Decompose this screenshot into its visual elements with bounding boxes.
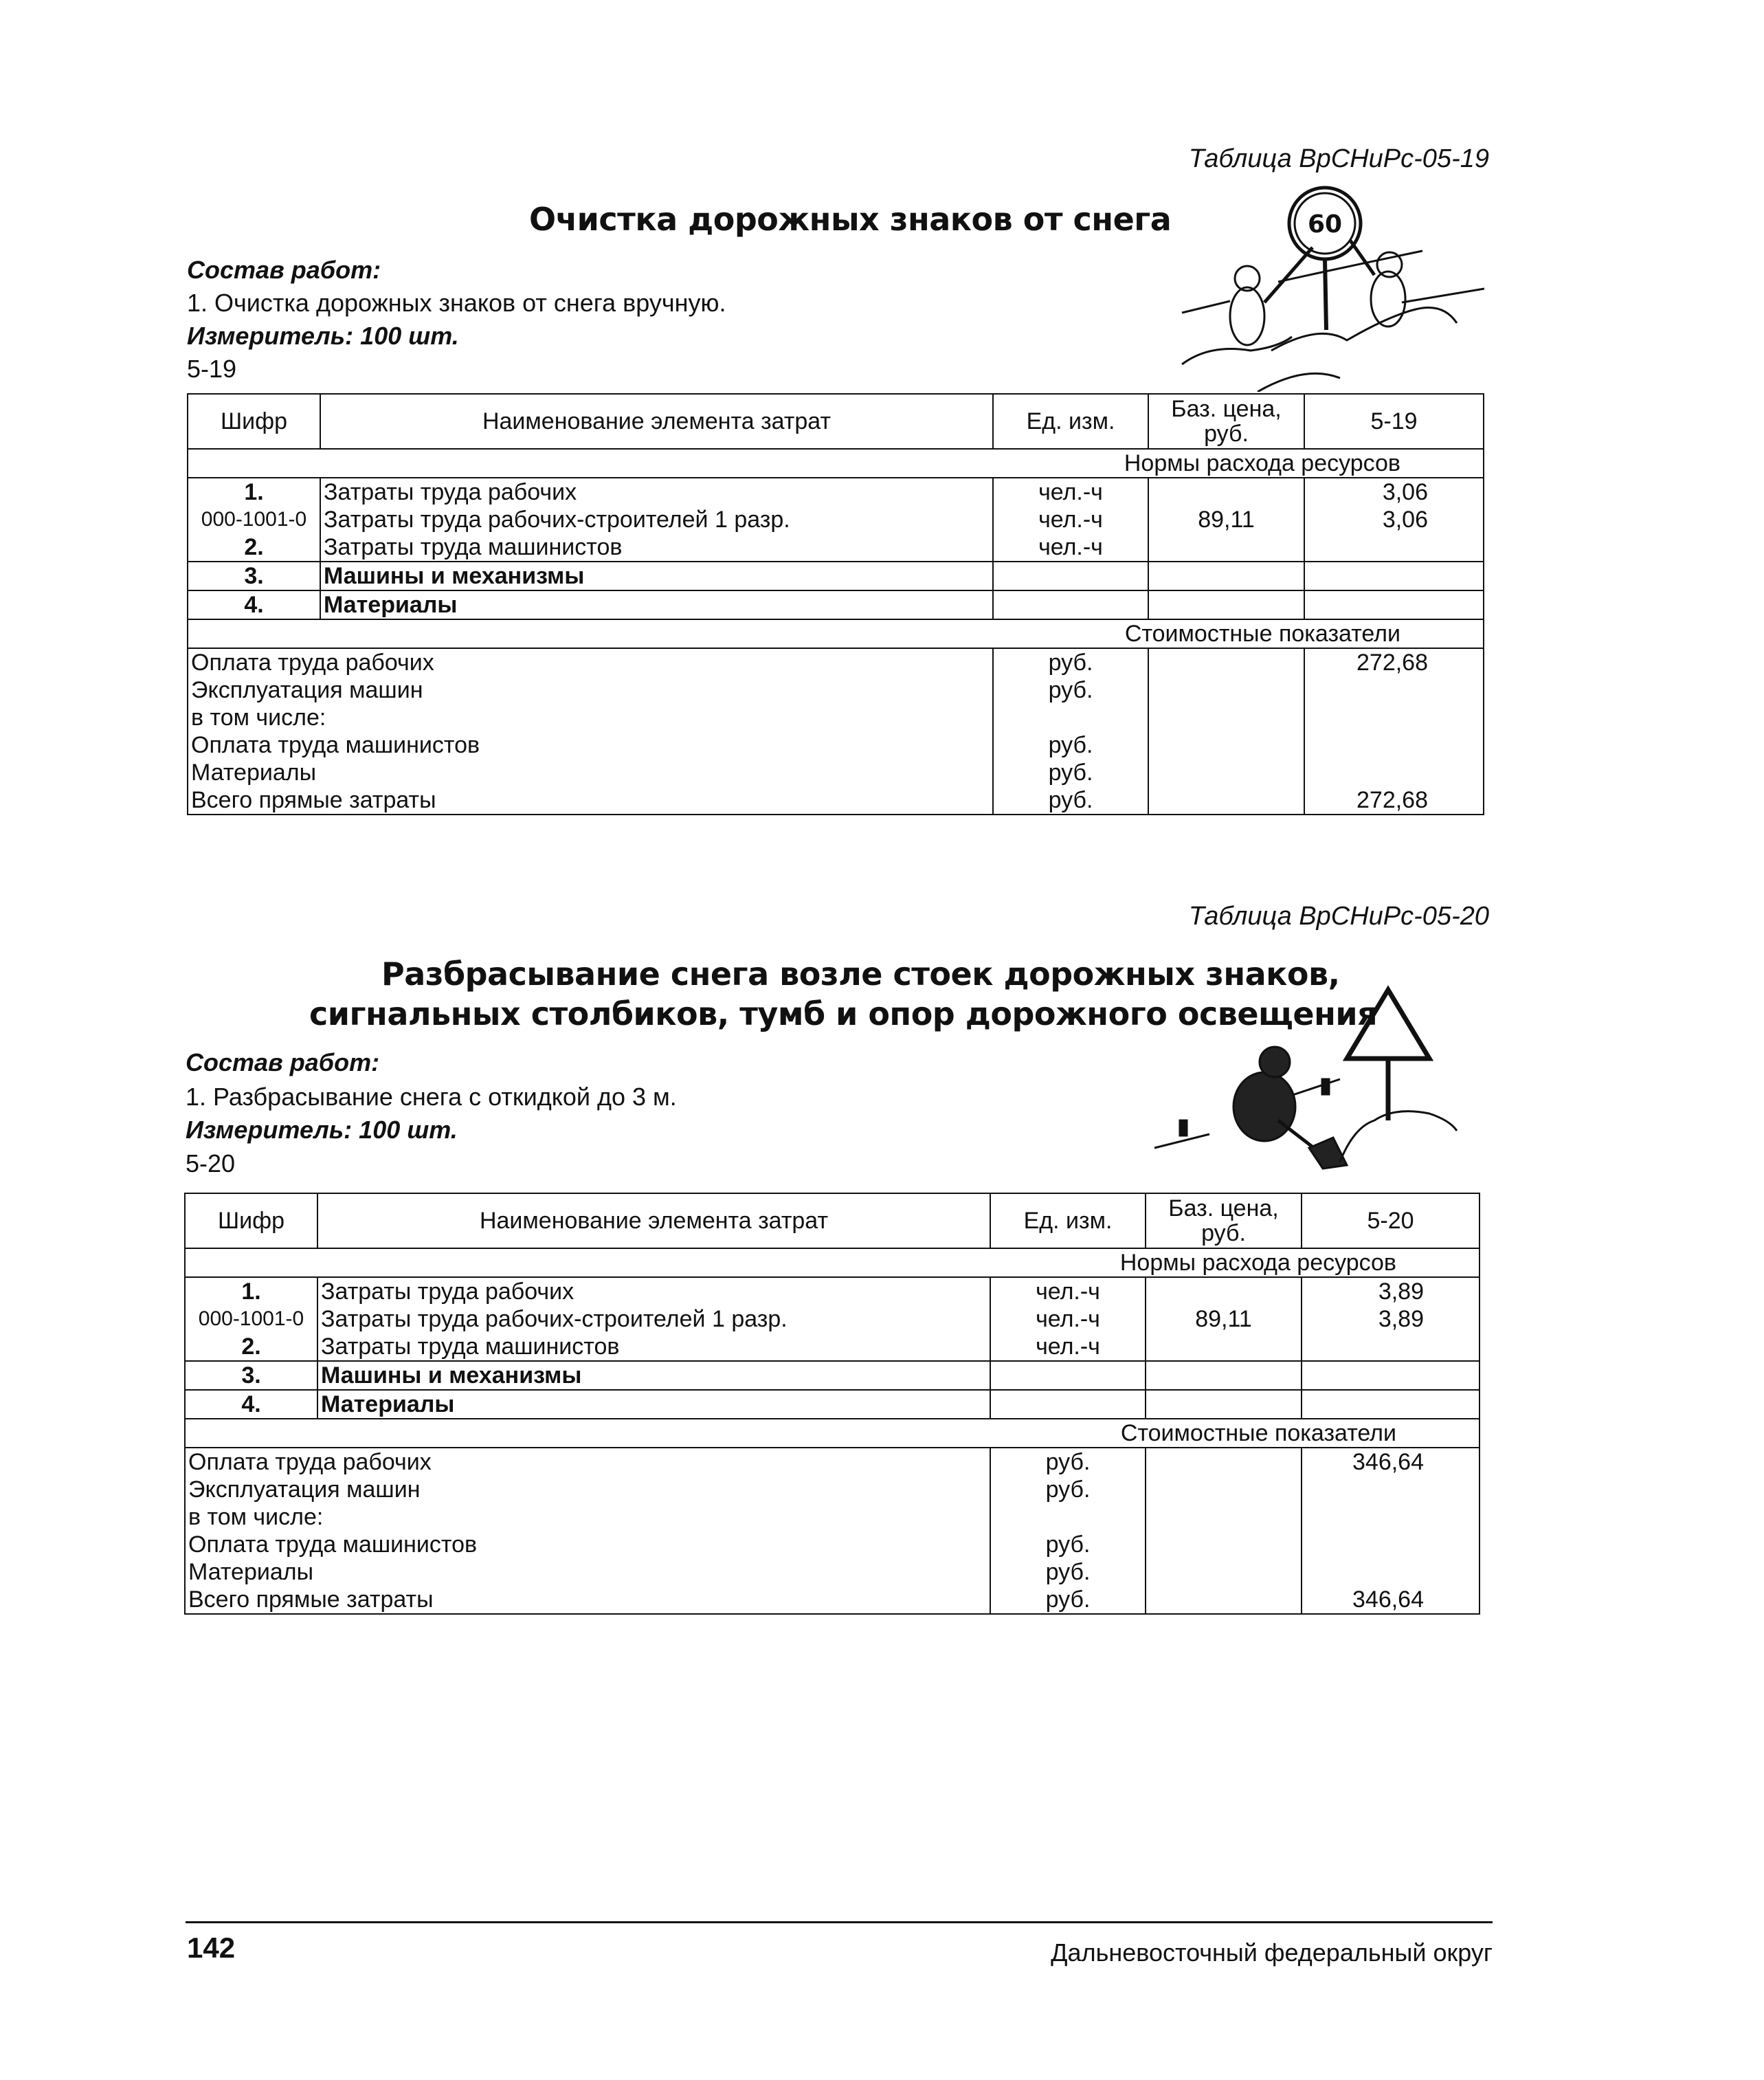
cost-unit [994, 1503, 1142, 1531]
cost-name: Всего прямые затраты [188, 1586, 434, 1613]
cost-unit: руб. [1045, 1559, 1091, 1585]
cost-value [1305, 1558, 1424, 1586]
name-cell: Машины и механизмы [320, 562, 993, 590]
code-cell: 2. [244, 534, 264, 560]
cost-name: в том числе: [191, 705, 326, 731]
code-cell: 1. [241, 1279, 261, 1305]
norm-code: 5-20 [186, 1149, 236, 1177]
cost-value [1305, 1531, 1424, 1558]
price-cell [1152, 478, 1301, 506]
labor-values [1304, 478, 1484, 562]
cost-unit: руб. [1048, 650, 1093, 676]
name-cell: Затраты труда машинистов [321, 1334, 620, 1360]
snow-cleaning-illustration-icon [1168, 186, 1498, 392]
running-footer: Дальневосточный федеральный округ [1051, 1938, 1493, 1967]
labor-names [317, 1277, 990, 1361]
name-cell: Затраты труда рабочих-строителей 1 разр. [321, 1306, 788, 1332]
name-cell: Затраты труда машинистов [324, 534, 623, 560]
value-cell: 3,06 [1382, 479, 1428, 505]
header-unit: Ед. изм. [993, 394, 1148, 449]
header-norm-code: 5-20 [1302, 1193, 1480, 1248]
labor-values [1302, 1277, 1480, 1361]
unit-cell: чел.-ч [1036, 1279, 1100, 1305]
machines-row [185, 1361, 1480, 1390]
code-cell: 000-1001-0 [201, 508, 307, 531]
work-item: 1. Разбрасывание снега с откидкой до 3 м. [186, 1083, 677, 1111]
labor-codes [188, 478, 320, 562]
value-cell: 3,89 [1378, 1306, 1424, 1332]
page-number: 142 [187, 1932, 236, 1964]
section-title-line-2: сигнальных столбиков, тумб и опор дорожного освещения [309, 995, 1378, 1032]
norms-heading-row [188, 449, 1484, 478]
labor-names [320, 478, 993, 562]
table-header-row [185, 1193, 1480, 1248]
name-cell: Материалы [317, 1390, 990, 1419]
code-cell: 3. [185, 1361, 317, 1390]
snow-shoveling-illustration-icon [1141, 983, 1484, 1182]
cost-value: 346,64 [1352, 1586, 1424, 1613]
header-name: Наименование элемента затрат [320, 394, 993, 449]
work-composition-heading: Состав работ: [186, 1048, 380, 1076]
labor-block-row [185, 1277, 1480, 1361]
code-cell: 4. [188, 590, 320, 619]
labor-codes [185, 1277, 317, 1361]
cost-values [1302, 1448, 1480, 1614]
cost-value [1308, 704, 1428, 731]
value-cell [1305, 1333, 1424, 1360]
cost-units [990, 1448, 1146, 1614]
value-cell: 3,06 [1382, 507, 1428, 533]
value-cell [1308, 533, 1428, 561]
table-label: Таблица ВрСНиРс-05-19 [1188, 144, 1489, 173]
meter-label: Измеритель: 100 шт. [187, 322, 459, 350]
price-cell [1152, 533, 1301, 561]
cost-unit: руб. [1045, 1449, 1091, 1475]
cost-value [1308, 731, 1428, 759]
table-label: Таблица ВрСНиРс-05-20 [1188, 902, 1489, 931]
header-base-price: Баз. цена, руб. [1146, 1193, 1302, 1248]
cost-value [1308, 759, 1428, 786]
cost-name: Эксплуатация машин [191, 677, 423, 703]
value-cell: 3,89 [1378, 1279, 1424, 1305]
work-item: 1. Очистка дорожных знаков от снега вручную. [187, 289, 726, 317]
labor-block-row [188, 478, 1484, 562]
meter-label: Измеритель: 100 шт. [186, 1116, 458, 1144]
labor-prices [1148, 478, 1304, 562]
unit-cell: чел.-ч [1036, 1306, 1100, 1332]
section-title: Очистка дорожных знаков от снега [529, 201, 1172, 238]
code-cell: 3. [188, 562, 320, 590]
cost-value [1308, 676, 1428, 704]
footer-divider [186, 1921, 1493, 1923]
code-cell: 4. [185, 1390, 317, 1419]
price-cell: 89,11 [1198, 507, 1255, 533]
work-composition-heading: Состав работ: [187, 256, 381, 284]
cost-name: Оплата труда рабочих [191, 650, 434, 676]
svg-text:60: 60 [1307, 210, 1343, 239]
name-cell: Материалы [320, 590, 993, 619]
norms-heading: Нормы расхода ресурсов [188, 449, 1484, 478]
cost-heading-row [185, 1419, 1480, 1448]
cost-names [188, 648, 993, 815]
header-norm-code: 5-19 [1304, 394, 1484, 449]
price-cell: 89,11 [1195, 1306, 1252, 1332]
cost-unit [996, 704, 1145, 731]
header-code: Шифр [185, 1193, 317, 1248]
labor-prices [1146, 1277, 1302, 1361]
cost-name: Оплата труда рабочих [188, 1449, 432, 1475]
cost-name: Всего прямые затраты [191, 787, 436, 813]
cost-name: Оплата труда машинистов [188, 1531, 478, 1558]
cost-names [185, 1448, 990, 1614]
code-cell: 000-1001-0 [198, 1307, 304, 1330]
header-unit: Ед. изм. [990, 1193, 1146, 1248]
unit-cell: чел.-ч [1038, 534, 1103, 560]
cost-name: Оплата труда машинистов [191, 732, 480, 758]
header-base-price: Баз. цена, руб. [1148, 394, 1304, 449]
materials-row [188, 590, 1484, 619]
header-name: Наименование элемента затрат [317, 1193, 990, 1248]
cost-heading: Стоимостные показатели [188, 619, 1484, 648]
cost-value [1305, 1503, 1424, 1531]
cost-name: Материалы [191, 760, 317, 786]
name-cell: Затраты труда рабочих-строителей 1 разр. [324, 507, 790, 533]
cost-value: 272,68 [1357, 787, 1428, 813]
section-title-line-1: Разбрасывание снега возле стоек дорожных знаков, [381, 955, 1340, 993]
price-cell [1149, 1333, 1298, 1360]
name-cell: Затраты труда рабочих [321, 1279, 574, 1305]
norms-heading-row [185, 1248, 1480, 1277]
cost-units [993, 648, 1148, 815]
cost-value: 346,64 [1352, 1449, 1424, 1475]
unit-cell: чел.-ч [1038, 479, 1103, 505]
cost-name: Эксплуатация машин [188, 1476, 421, 1503]
cost-name: в том числе: [188, 1504, 324, 1530]
cost-block-row [188, 648, 1484, 815]
code-cell: 2. [241, 1334, 261, 1360]
cost-block-row [185, 1448, 1480, 1614]
resource-norms-table [187, 393, 1484, 815]
resource-norms-table [184, 1193, 1480, 1615]
cost-unit: руб. [1048, 677, 1093, 703]
table-header-row [188, 394, 1484, 449]
cost-heading-row [188, 619, 1484, 648]
cost-unit: руб. [1045, 1476, 1091, 1503]
header-code: Шифр [188, 394, 320, 449]
code-cell: 1. [244, 479, 264, 505]
name-cell: Затраты труда рабочих [324, 479, 577, 505]
unit-cell: чел.-ч [1036, 1334, 1100, 1360]
cost-heading: Стоимостные показатели [185, 1419, 1480, 1448]
machines-row [188, 562, 1484, 590]
materials-row [185, 1390, 1480, 1419]
labor-units [993, 478, 1148, 562]
labor-units [990, 1277, 1146, 1361]
cost-unit: руб. [1048, 787, 1093, 813]
cost-unit: руб. [1048, 760, 1093, 786]
norm-code: 5-19 [187, 355, 237, 383]
unit-cell: чел.-ч [1038, 507, 1103, 533]
price-cell [1149, 1278, 1298, 1305]
cost-unit: руб. [1048, 732, 1093, 758]
cost-value: 272,68 [1357, 650, 1428, 676]
cost-value [1305, 1476, 1424, 1503]
norms-heading: Нормы расхода ресурсов [185, 1248, 1480, 1277]
cost-unit: руб. [1045, 1531, 1091, 1558]
cost-values [1304, 648, 1484, 815]
cost-name: Материалы [188, 1559, 314, 1585]
cost-unit: руб. [1045, 1586, 1091, 1613]
name-cell: Машины и механизмы [317, 1361, 990, 1390]
